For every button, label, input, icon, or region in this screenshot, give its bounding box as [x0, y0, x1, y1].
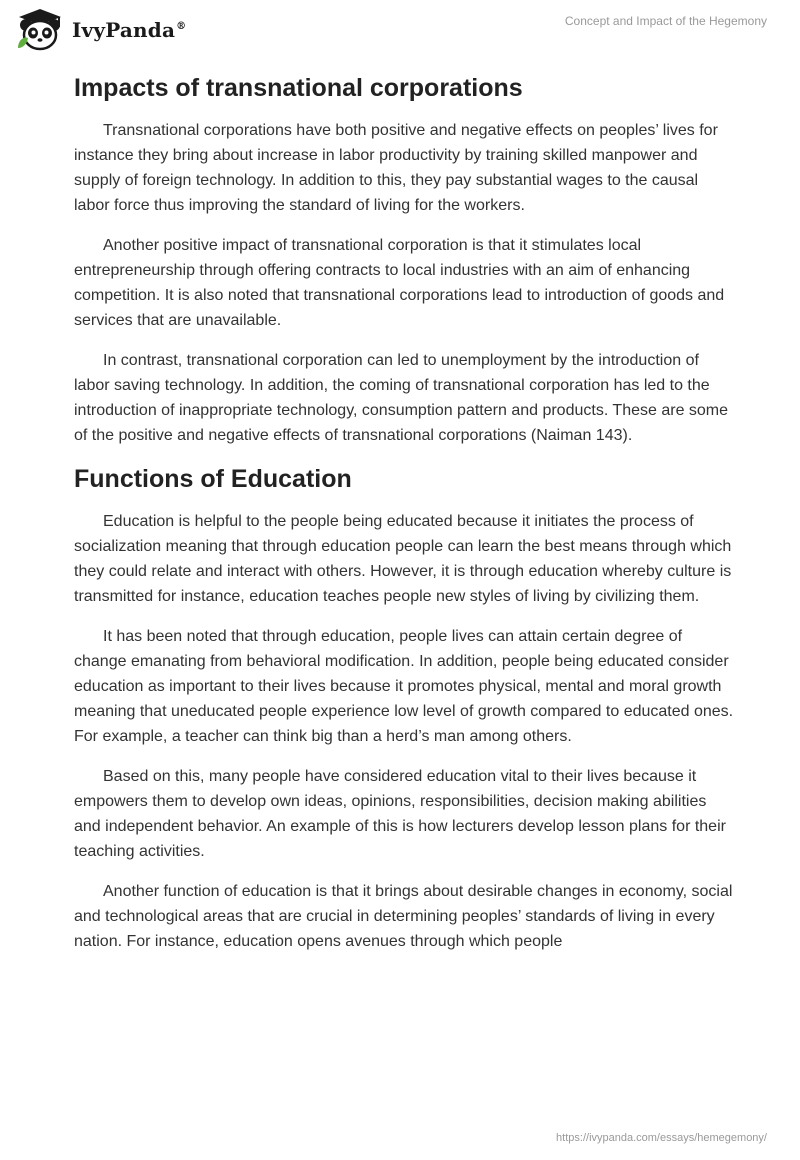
section-transnational-corporations	[74, 72, 734, 448]
section-functions-of-education	[74, 463, 734, 954]
paragraph: Transnational corporations have both positive and negative effects on peoples’ lives for instance they bring about increase in labor productivity by training skilled manpower and supply of foreign technology. In addition to this, they pay substantial wages to the causal labor force thus improving the standard of living for the workers.	[74, 122, 718, 214]
paragraph: Another positive impact of transnational corporation is that it stimulates local entrepreneurship through offering contracts to local industries with an aim of enhancing competition. It is also noted that transnational corporations lead to introduction of goods and services that are unavailable.	[74, 237, 725, 329]
section-heading: Functions of Education	[74, 465, 352, 493]
source-url[interactable]: https://ivypanda.com/essays/hemegemony/	[556, 1132, 767, 1144]
page-header	[0, 0, 800, 60]
essay-content	[74, 72, 734, 969]
brand-name: IvyPanda®	[72, 18, 187, 42]
paragraph: It has been noted that through education, people lives can attain certain degree of change emanating from behavioral modification. In addition, people being educated consider education as important to their lives because it promotes physical, mental and moral growth meaning that uneducated people experience low level of growth compared to educated ones. For example, a teacher can think big than a herd’s man among others.	[74, 628, 734, 745]
paragraph: In contrast, transnational corporation can led to unemployment by the introduction of labor saving technology. In addition, the coming of transnational corporation has led to the introduction of inappropriate technology, consumption pattern and products. These are some of the positive and negative effects of transnational corporations (Naiman 143).	[74, 352, 729, 444]
paragraph: Education is helpful to the people being educated because it initiates the process of socialization meaning that through education people can learn the best means through which they could relate and interact with others. However, it is through education whereby culture is transmitted for instance, education teaches people new styles of living by civilizing them.	[74, 513, 732, 605]
ivypanda-logo[interactable]	[14, 8, 186, 52]
panda-graduate-icon	[14, 8, 66, 52]
paragraph: Another function of education is that it brings about desirable changes in economy, social and technological areas that are crucial in determining peoples’ standards of living in every nation. For instance, education opens avenues through which people	[74, 883, 733, 950]
paragraph: Based on this, many people have considered education vital to their lives because it empowers them to develop own ideas, opinions, responsibilities, decision making abilities and independent behavior. An example of this is how lecturers develop lesson plans for their teaching activities.	[74, 768, 726, 860]
document-title: Concept and Impact of the Hegemony	[564, 14, 767, 28]
section-heading: Impacts of transnational corporations	[74, 74, 523, 102]
